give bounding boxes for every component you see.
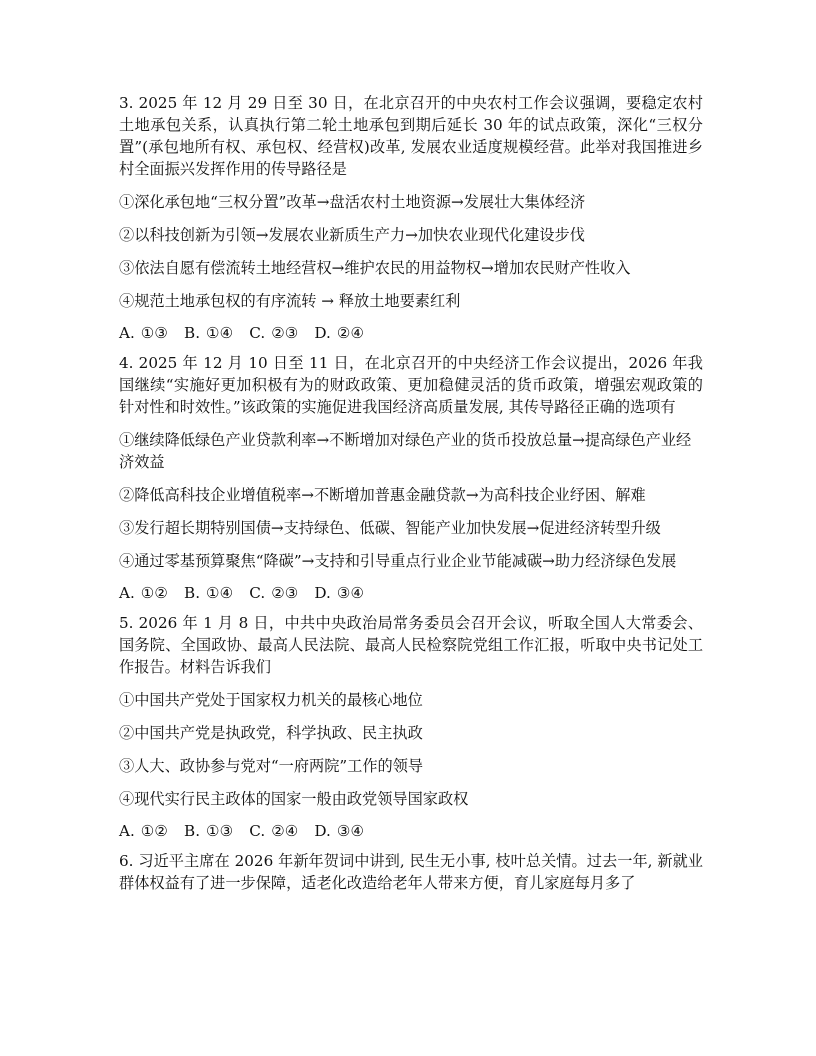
answer-choices	[119, 322, 703, 344]
option-1: ①深化承包地“三权分置”改革→盘活农村土地资源→发展壮大集体经济	[119, 193, 586, 211]
option-1: ①中国共产党处于国家权力机关的最核心地位	[119, 691, 423, 709]
question-stem: 4. 2025 年 12 月 10 日至 11 日，在北京召开的中央经济工作会议提出，2026 年我国继续“实施好更加积极有为的财政政策、更加稳健灵活的货币政策，增强宏观政策的针对性和时效性。”该政策的实施促进我国经济高质量发展, 其传导路径正确的选项有	[119, 354, 703, 416]
option-2: ②以科技创新为引领→发展农业新质生产力→加快农业现代化建设步伐	[119, 226, 585, 244]
answer-choices	[119, 582, 703, 604]
question-stem: 5. 2026 年 1 月 8 日，中共中央政治局常务委员会召开会议，听取全国人大常委会、国务院、全国政协、最高人民法院、最高人民检察院党组工作汇报，听取中央书记处工作报告。材料告诉我们	[119, 614, 703, 676]
choice-a: A. ①②	[119, 822, 169, 840]
choice-c: C. ②③	[249, 584, 299, 602]
choice-b: B. ①④	[184, 584, 234, 602]
option-1: ①继续降低绿色产业贷款利率→不断增加对绿色产业的货币投放总量→提高绿色产业经济效益	[119, 431, 692, 471]
choice-d: D. ③④	[314, 822, 365, 840]
document-page	[119, 92, 703, 902]
choice-d: D. ②④	[314, 324, 365, 342]
choice-a: A. ①③	[119, 324, 169, 342]
choice-b: B. ①④	[184, 324, 234, 342]
question-3	[119, 92, 703, 344]
option-4: ④通过零基预算聚焦“降碳”→支持和引导重点行业企业节能减碳→助力经济绿色发展	[119, 552, 677, 570]
question-6	[119, 850, 703, 894]
choice-d: D. ③④	[314, 584, 365, 602]
option-3: ③发行超长期特别国债→支持绿色、低碳、智能产业加快发展→促进经济转型升级	[119, 519, 661, 537]
question-stem: 6. 习近平主席在 2026 年新年贺词中讲到, 民生无小事, 枝叶总关情。过去一年, 新就业群体权益有了进一步保障，适老化改造给老年人带来方便，育儿家庭每月多了	[119, 852, 703, 892]
choice-c: C. ②④	[249, 822, 299, 840]
question-4	[119, 352, 703, 604]
question-stem: 3. 2025 年 12 月 29 日至 30 日，在北京召开的中央农村工作会议强调，要稳定农村土地承包关系，认真执行第二轮土地承包到期后延长 30 年的试点政策，深化“三权分置”(承包地所有权、承包权、经营权)改革, 发展农业适度规模经营。此举对我国推进乡村全面振兴发挥作用的传导路径是	[119, 94, 703, 178]
choice-c: C. ②③	[249, 324, 299, 342]
question-5	[119, 612, 703, 842]
option-3: ③依法自愿有偿流转土地经营权→维护农民的用益物权→增加农民财产性收入	[119, 259, 631, 277]
option-2: ②中国共产党是执政党，科学执政、民主执政	[119, 724, 423, 742]
choice-b: B. ①③	[184, 822, 234, 840]
option-4: ④现代实行民主政体的国家一般由政党领导国家政权	[119, 790, 469, 808]
option-3: ③人大、政协参与党对“一府两院”工作的领导	[119, 757, 424, 775]
option-4: ④规范土地承包权的有序流转 → 释放土地要素红利	[119, 292, 461, 310]
answer-choices	[119, 820, 703, 842]
choice-a: A. ①②	[119, 584, 169, 602]
option-2: ②降低高科技企业增值税率→不断增加普惠金融贷款→为高科技企业纾困、解难	[119, 486, 646, 504]
